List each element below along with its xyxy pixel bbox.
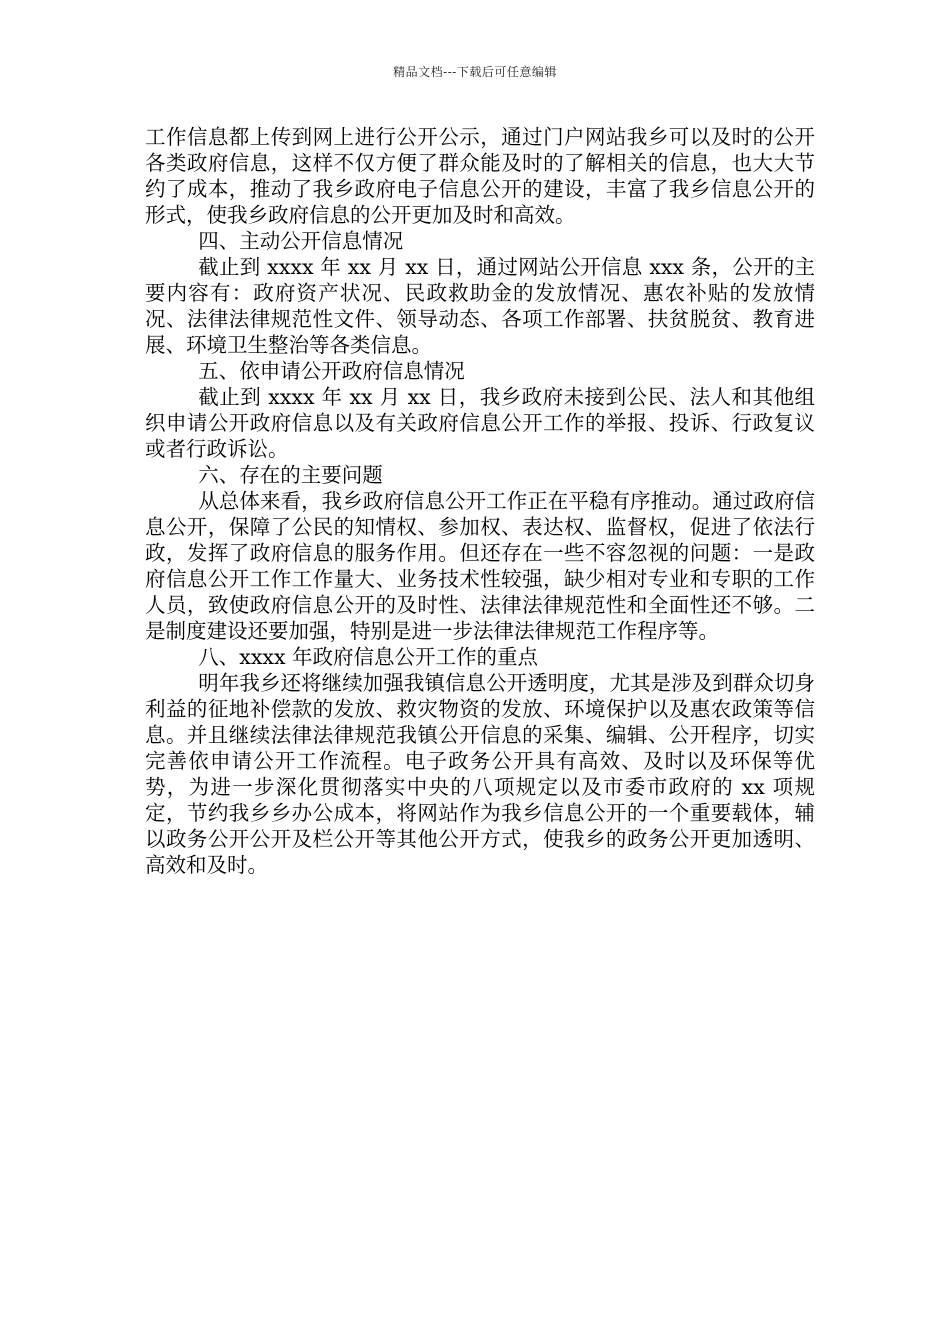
paragraph-section-6: 从总体来看，我乡政府信息公开工作正在平稳有序推动。通过政府信息公开，保障了公民的知情权、参加权、表达权、监督权，促进了依法行政，发挥了政府信息的服务作用。但还存在一些不容忽视的问题：一是政府信息公开工作工作量大、业务技术性较强，缺少相对专业和专职的工作人员，致使政府信息公开的及时性、法律法律规范性和全面性还不够。二是制度建设还要加强，特别是进一步法律法律规范工作程序等。	[145, 489, 815, 643]
paragraph-section-8: 明年我乡还将继续加强我镇信息公开透明度，尤其是涉及到群众切身利益的征地补偿款的发放、救灾物资的发放、环境保护以及惠农政策等信息。并且继续法律法律规范我镇公开信息的采集、编辑、公开程序，切实完善依申请公开工作流程。电子政务公开具有高效、及时以及环保等优势，为进一步深化贯彻落实中央的八项规定以及市委市政府的 xx 项规定，节约我乡乡办公成本，将网站作为我乡信息公开的一个重要载体，辅以政务公开公开及栏公开等其他公开方式，使我乡的政务公开更加透明、高效和及时。	[145, 671, 815, 877]
section-heading-5: 五、依申请公开政府信息情况	[198, 359, 465, 383]
paragraph-continued: 工作信息都上传到网上进行公开公示，通过门户网站我乡可以及时的公开各类政府信息，这样不仅方便了群众能及时的了解相关的信息，也大大节约了成本，推动了我乡政府电子信息公开的建设，丰富了我乡信息公开的形式，使我乡政府信息的公开更加及时和高效。	[145, 125, 815, 227]
paragraph-section-5: 截止到 xxxx 年 xx 月 xx 日，我乡政府未接到公民、法人和其他组织申请公开政府信息以及有关政府信息公开工作的举报、投诉、行政复议或者行政诉讼。	[145, 385, 815, 461]
page-header: 精品文档---下载后可任意编辑	[393, 65, 557, 79]
document-body	[145, 124, 815, 878]
section-heading-6: 六、存在的主要问题	[198, 463, 383, 487]
section-heading-4: 四、主动公开信息情况	[198, 229, 404, 253]
section-heading-8: 八、xxxx 年政府信息公开工作的重点	[198, 645, 539, 669]
paragraph-section-4: 截止到 xxxx 年 xx 月 xx 日，通过网站公开信息 xxx 条，公开的主要内容有：政府资产状况、民政救助金的发放情况、惠农补贴的发放情况、法律法律规范性文件、领导动态、各项工作部署、扶贫脱贫、教育进展、环境卫生整治等各类信息。	[145, 255, 815, 357]
